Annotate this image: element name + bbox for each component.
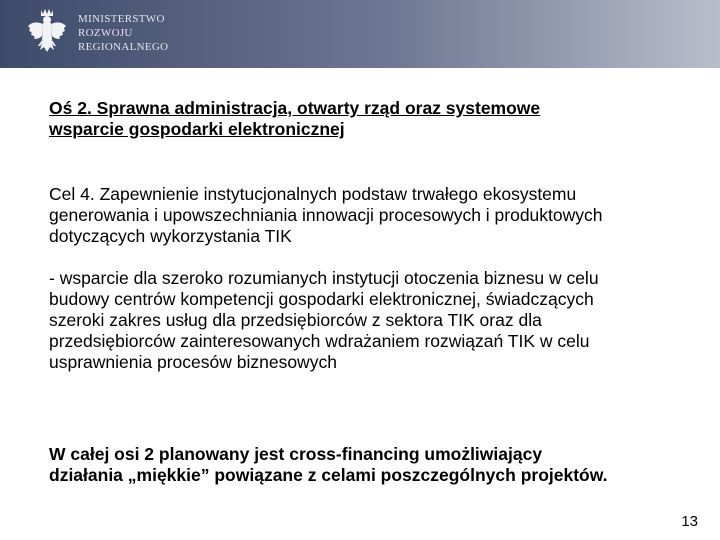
slide-content (49, 98, 699, 485)
ministry-line-2: ROZWOJU (78, 27, 133, 39)
header-bar (0, 0, 720, 68)
page-number: 13 (681, 513, 698, 530)
slide-title: Oś 2. Sprawna administracja, otwarty rząd oraz systemowe wsparcie gospodarki elektronicznej (49, 98, 541, 139)
support-paragraph: - wsparcie dla szeroko rozumianych instytucji otoczenia biznesu w celu budowy centrów kompetencji gospodarki elektronicznej, świadczących szeroki zakres usług dla przedsiębiorców z sektora TIK oraz dla przedsiębiorców zainteresowanych wdrażaniem rozwiązań TIK w celu usprawnienia procesów biznesowych (49, 268, 599, 372)
goal-paragraph: Cel 4. Zapewnienie instytucjonalnych podstaw trwałego ekosystemu generowania i upowszechniania innowacji procesowych i produktowych dotyczących wykorzystania TIK (49, 184, 603, 246)
ministry-name (78, 12, 168, 54)
cross-financing-paragraph: W całej osi 2 planowany jest cross-financing umożliwiający działania „miękkie” powiązane z celami poszczególnych projektów. (49, 444, 608, 485)
ministry-line-1: MINISTERSTWO (78, 13, 165, 25)
white-eagle-emblem-icon (26, 6, 68, 60)
ministry-line-3: REGIONALNEGO (78, 41, 169, 53)
